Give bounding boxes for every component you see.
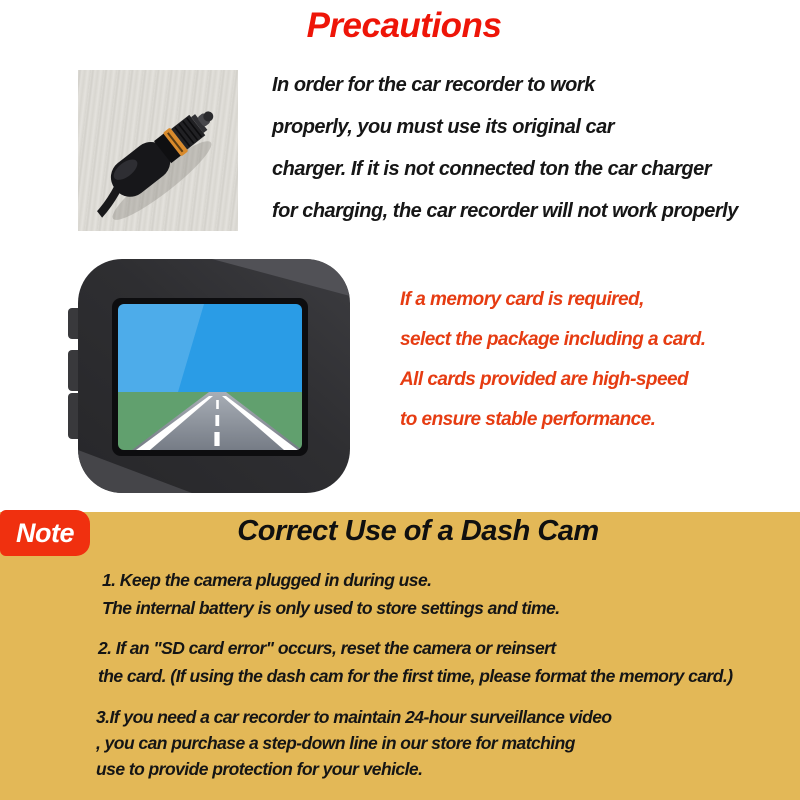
note-point-2 (98, 634, 733, 690)
charger-warning-line: for charging, the car recorder will not work properly (272, 200, 738, 222)
memory-card-note-line: All cards provided are high-speed (400, 369, 689, 390)
memory-card-note-line: If a memory card is required, (400, 289, 644, 310)
note-point-line: 2. If an "SD card error" occurs, reset the camera or reinsert (98, 638, 556, 658)
charger-warning-text (272, 64, 800, 232)
charger-warning-line: In order for the car recorder to work (272, 74, 595, 96)
note-point-line: use to provide protection for your vehicle. (96, 759, 423, 779)
charger-warning-line: charger. If it is not connected ton the car charger (272, 158, 712, 180)
note-badge-label: Note (16, 517, 74, 548)
page-title: Precautions (306, 6, 502, 45)
memory-card-note-line: to ensure stable performance. (400, 409, 656, 430)
note-point-line: , you can purchase a step-down line in our store for matching (96, 733, 575, 753)
car-charger-image (78, 70, 238, 231)
memory-card-note-text (400, 280, 740, 440)
note-point-line: The internal battery is only used to store settings and time. (102, 598, 560, 618)
memory-card-note-line: select the package including a card. (400, 329, 706, 350)
note-point-line: 1. Keep the camera plugged in during use. (102, 570, 432, 590)
note-point-line: 3.If you need a car recorder to maintain 24-hour surveillance video (96, 707, 612, 727)
note-point-line: the card. (If using the dash cam for the first time, please format the memory card.) (98, 666, 733, 686)
note-point-1 (102, 566, 560, 622)
car-charger-photo (78, 70, 238, 231)
note-point-3 (96, 704, 612, 782)
dash-cam-image (62, 254, 354, 498)
charger-warning-line: properly, you must use its original car (272, 116, 615, 138)
note-heading: Correct Use of a Dash Cam (237, 515, 599, 547)
